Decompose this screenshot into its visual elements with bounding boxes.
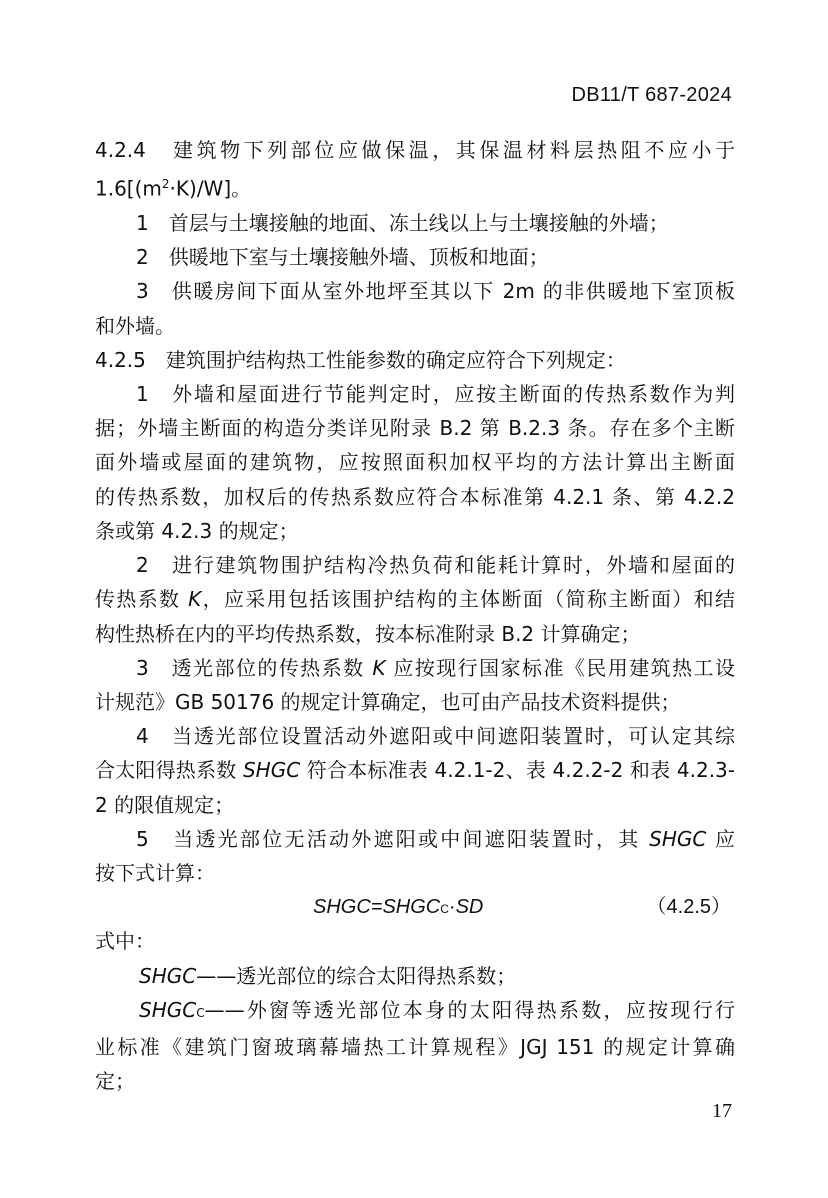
text-fragment: 传热系数	[95, 587, 189, 612]
text-fragment: ·K)/W]。	[169, 176, 252, 201]
list-item-continuation: 2 的限值规定；	[95, 792, 235, 817]
equation-expression	[313, 890, 483, 926]
list-item-continuation: 据；外墙主断面的构造分类详见附录 B.2 第 B.2.3 条。存在多个主断	[95, 416, 735, 441]
clause-number: 4.2.5	[95, 347, 146, 372]
list-item: 1 首层与土壤接触的地面、冻土线以上与土壤接触的外墙；	[136, 211, 669, 236]
list-item-continuation: 的传热系数，加权后的传热系数应符合本标准第 4.2.1 条、第 4.2.2	[95, 484, 735, 509]
definition-continuation: 定；	[95, 1069, 135, 1094]
definition-text: ——透光部位的综合太阳得热系数；	[196, 963, 517, 988]
text-fragment: 1.6[(m	[95, 176, 162, 201]
clause-text: 建筑物下列部位应做保温，其保温材料层热阻不应小于	[173, 138, 735, 162]
superscript: 2	[161, 177, 170, 192]
text-fragment: 应	[706, 826, 735, 851]
definition-item	[95, 993, 735, 1030]
variable: K	[188, 587, 202, 612]
list-item-continuation: 条或第 4.2.3 的规定；	[95, 518, 299, 543]
list-item-continuation: 和外墙。	[95, 313, 175, 338]
variable: SHGC	[139, 997, 197, 1022]
definition-continuation: 业标准《建筑门窗玻璃幕墙热工计算规程》JGJ 151 的规定计算确	[95, 1034, 735, 1059]
variable: SHGC	[649, 826, 707, 851]
document-code: DB11/T 687-2024	[571, 84, 732, 106]
text-fragment: 符合本标准表 4.2.1-2、表 4.2.2-2 和表 4.2.3-	[300, 758, 735, 783]
text-fragment: ，应采用包括该围护结构的主体断面（简称主断面）和结	[201, 587, 735, 612]
variable: SHGC	[139, 963, 197, 988]
where-label: 式中：	[95, 929, 155, 954]
definition-text: ——外窗等透光部位本身的太阳得热系数，应按现行行	[204, 997, 735, 1022]
variable: SHGC	[242, 758, 301, 783]
list-item: 4 当透光部位设置活动外遮阳或中间遮阳装置时，可认定其综	[136, 724, 735, 749]
list-item	[95, 651, 735, 685]
list-item-continuation: 构性热桥在内的平均传热系数，按本标准附录 B.2 计算确定；	[95, 621, 641, 646]
clause-number: 4.2.4	[95, 138, 146, 162]
list-item	[95, 822, 735, 856]
equation	[95, 890, 735, 924]
text-fragment: 合太阳得热系数	[95, 758, 243, 783]
list-item-continuation: 计规范》GB 50176 的规定计算确定，也可由产品技术资料提供；	[95, 689, 681, 714]
equation-lhs: SHGC=SHGC	[313, 896, 441, 919]
equation-number: （4.2.5）	[646, 896, 731, 919]
list-item: 2 供暖地下室与土壤接触外墙、顶板和地面；	[136, 245, 549, 270]
equation-rhs: ·SD	[448, 896, 484, 919]
definition-item	[95, 959, 735, 993]
clause-text-line	[95, 167, 735, 206]
page-body	[95, 133, 735, 1098]
clause-text: 建筑围护结构热工性能参数的确定应符合下列规定：	[165, 347, 626, 372]
list-item: 3 供暖房间下面从室外地坪至其以下 2m 的非供暖地下室顶板	[136, 279, 735, 304]
list-item: 1 外墙和屋面进行节能判定时，应按主断面的传热系数作为判	[136, 382, 735, 407]
subscript: C	[440, 902, 449, 917]
list-item-continuation: 按下式计算：	[95, 860, 215, 885]
list-item-continuation	[95, 582, 735, 616]
list-item-continuation: 面外墙或屋面的建筑物，应按照面积加权平均的方法计算出主断面	[95, 450, 735, 475]
text-fragment: 3 透光部位的传热系数	[136, 655, 373, 680]
list-item: 2 进行建筑物围护结构冷热负荷和能耗计算时，外墙和屋面的	[136, 553, 735, 578]
list-item-continuation	[95, 753, 735, 787]
clause-4-2-4-heading	[95, 133, 735, 167]
variable: K	[372, 655, 386, 680]
text-fragment: 应按现行国家标准《民用建筑热工设	[385, 655, 735, 680]
text-fragment: 5 当透光部位无活动外遮阳或中间遮阳装置时，其	[136, 826, 650, 851]
clause-4-2-5-heading	[95, 343, 735, 377]
subscript: C	[196, 1005, 205, 1020]
page-number: 17	[712, 1100, 732, 1122]
